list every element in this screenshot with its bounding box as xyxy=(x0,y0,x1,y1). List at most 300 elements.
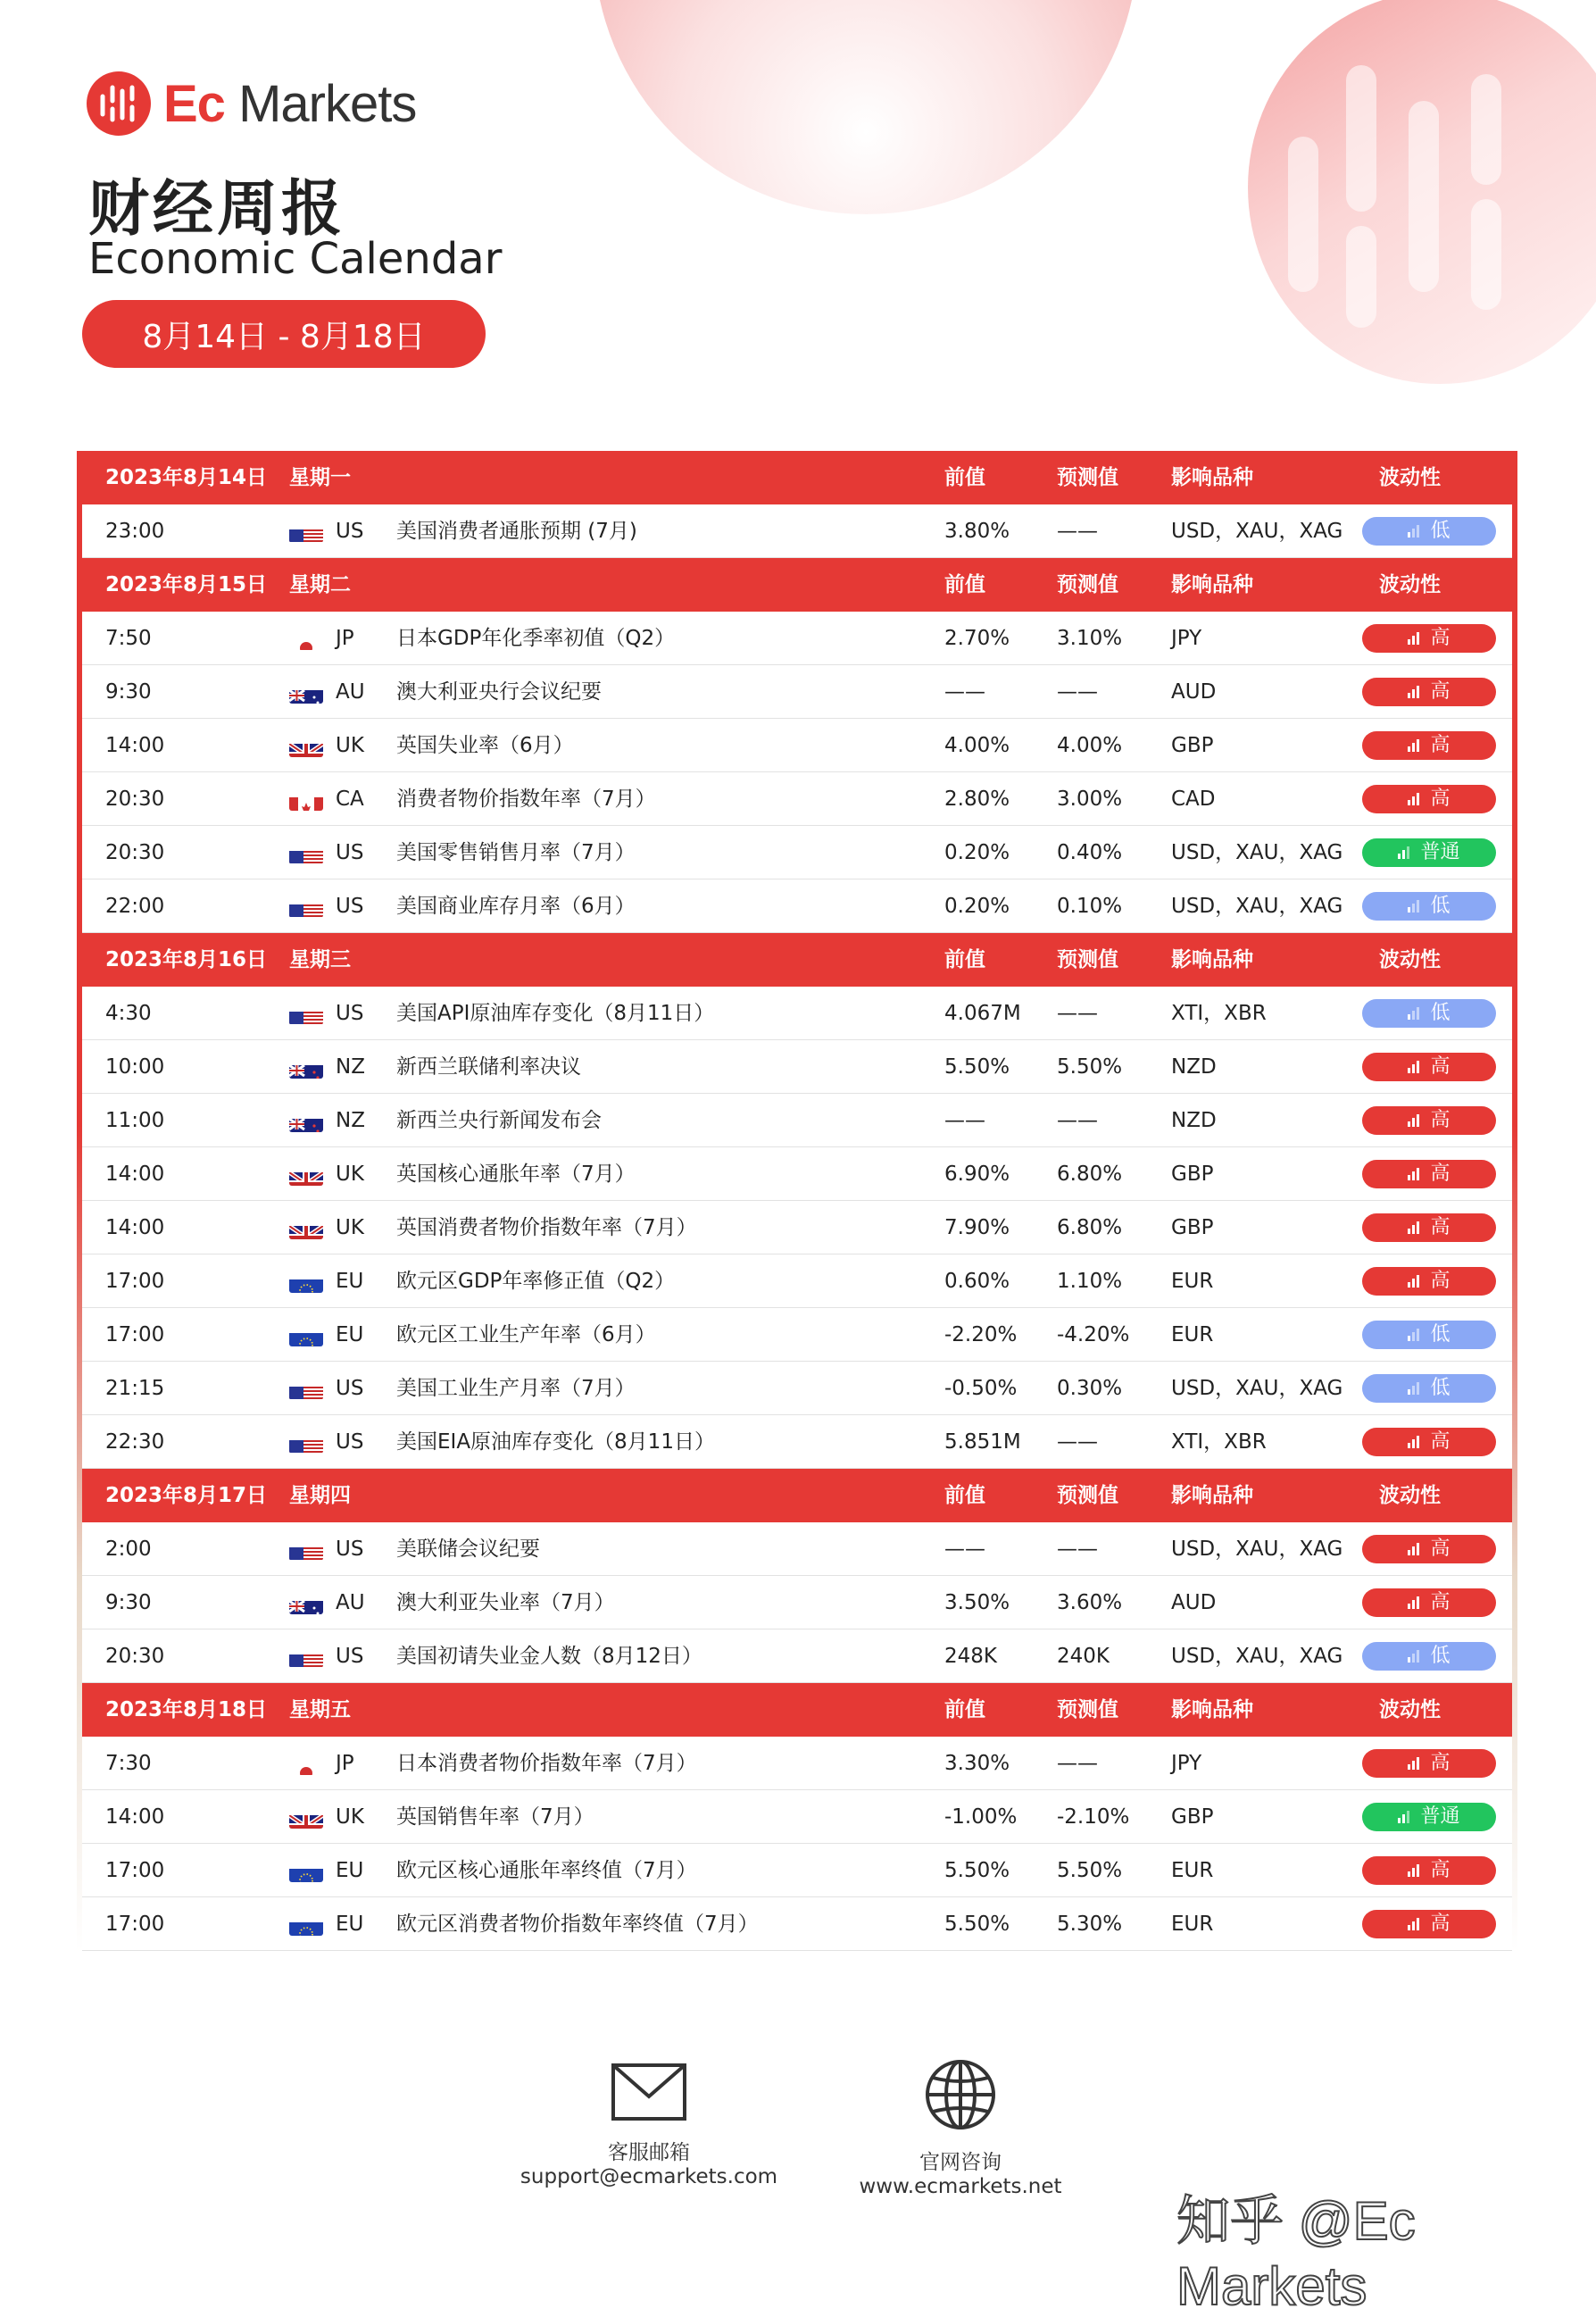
ec-logo-icon xyxy=(87,71,151,136)
signal-bars-icon xyxy=(1408,739,1421,752)
volatility-label: 高 xyxy=(1430,1109,1451,1131)
country-code: US xyxy=(336,1538,364,1561)
event-time: 14:00 xyxy=(105,734,165,757)
day-date: 2023年8月17日 xyxy=(105,1484,268,1507)
event-affected: AUD xyxy=(1171,1591,1217,1614)
event-name: 欧元区核心通胀年率终值（7月） xyxy=(396,1859,697,1882)
signal-bars-icon xyxy=(1408,1168,1421,1180)
event-forecast: —— xyxy=(1057,680,1098,704)
event-forecast: 1.10% xyxy=(1057,1270,1123,1293)
event-row[interactable] xyxy=(82,1308,1512,1362)
event-name: 澳大利亚央行会议纪要 xyxy=(396,680,602,704)
signal-bars-icon xyxy=(1408,1864,1421,1877)
event-affected: EUR xyxy=(1171,1913,1214,1936)
col-prev-header: 前值 xyxy=(944,948,985,971)
event-name: 日本GDP年化季率初值（Q2） xyxy=(396,627,676,650)
flag-nz-icon xyxy=(289,1055,323,1079)
signal-bars-icon xyxy=(1408,1757,1421,1770)
country-code: UK xyxy=(336,1216,364,1239)
event-forecast: —— xyxy=(1057,1430,1098,1454)
flag-us-icon xyxy=(289,1645,323,1668)
volatility-badge xyxy=(1362,678,1496,706)
event-time: 9:30 xyxy=(105,680,152,704)
event-prev: —— xyxy=(944,1538,985,1561)
event-time: 11:00 xyxy=(105,1109,165,1132)
volatility-label: 高 xyxy=(1430,1752,1451,1774)
event-row[interactable] xyxy=(82,1201,1512,1254)
volatility-label: 高 xyxy=(1430,734,1451,756)
signal-bars-icon xyxy=(1398,846,1411,859)
event-prev: 4.00% xyxy=(944,734,1010,757)
volatility-label: 低 xyxy=(1430,1002,1451,1024)
event-time: 9:30 xyxy=(105,1591,152,1614)
event-row[interactable] xyxy=(82,772,1512,826)
volatility-badge xyxy=(1362,1428,1496,1456)
email-address[interactable]: support@ecmarkets.com xyxy=(520,2165,778,2188)
volatility-label: 高 xyxy=(1430,1216,1451,1238)
event-forecast: 240K xyxy=(1057,1645,1110,1668)
event-prev: 5.50% xyxy=(944,1055,1010,1079)
event-row[interactable] xyxy=(82,1790,1512,1844)
event-affected: JPY xyxy=(1171,627,1202,650)
country-code: UK xyxy=(336,1805,364,1829)
event-affected: XTI，XBR xyxy=(1171,1002,1267,1025)
signal-bars-icon xyxy=(1408,1382,1421,1395)
day-weekday: 星期一 xyxy=(289,466,351,489)
page-title-en: Economic Calendar xyxy=(88,234,503,284)
event-affected: GBP xyxy=(1171,1805,1214,1829)
event-row[interactable] xyxy=(82,504,1512,558)
day-header-row xyxy=(82,1683,1512,1737)
event-affected: GBP xyxy=(1171,1163,1214,1186)
event-prev: 6.90% xyxy=(944,1163,1010,1186)
event-affected: EUR xyxy=(1171,1270,1214,1293)
col-prev-header: 前值 xyxy=(944,573,985,596)
col-forecast-header: 预测值 xyxy=(1057,948,1118,971)
day-header-row xyxy=(82,1469,1512,1522)
country-code: CA xyxy=(336,788,364,811)
volatility-label: 高 xyxy=(1430,1591,1451,1613)
flag-uk-icon xyxy=(289,734,323,757)
event-time: 4:30 xyxy=(105,1002,152,1025)
event-time: 20:30 xyxy=(105,1645,165,1668)
signal-bars-icon xyxy=(1408,793,1421,805)
event-name: 美国API原油库存变化（8月11日） xyxy=(396,1002,715,1025)
event-time: 23:00 xyxy=(105,520,165,543)
volatility-badge xyxy=(1362,1053,1496,1081)
event-forecast: 0.40% xyxy=(1057,841,1123,864)
event-prev: 248K xyxy=(944,1645,997,1668)
event-row[interactable] xyxy=(82,1362,1512,1415)
event-name: 英国失业率（6月） xyxy=(396,734,574,757)
signal-bars-icon xyxy=(1408,525,1421,538)
event-name: 欧元区消费者物价指数年率终值（7月） xyxy=(396,1913,759,1936)
event-affected: EUR xyxy=(1171,1859,1214,1882)
brand-name: Ec Markets xyxy=(163,74,417,133)
event-name: 欧元区GDP年率修正值（Q2） xyxy=(396,1270,676,1293)
volatility-badge xyxy=(1362,838,1496,867)
country-code: NZ xyxy=(336,1055,365,1079)
footer-email[interactable] xyxy=(520,2063,778,2188)
day-weekday: 星期五 xyxy=(289,1698,351,1721)
flag-us-icon xyxy=(289,841,323,864)
event-time: 20:30 xyxy=(105,788,165,811)
website-url[interactable]: www.ecmarkets.net xyxy=(859,2175,1062,2198)
col-affected-header: 影响品种 xyxy=(1171,573,1253,596)
signal-bars-icon xyxy=(1408,686,1421,698)
volatility-label: 高 xyxy=(1430,1859,1451,1881)
volatility-label: 高 xyxy=(1430,1538,1451,1560)
event-row[interactable] xyxy=(82,719,1512,772)
event-forecast: 6.80% xyxy=(1057,1216,1123,1239)
event-affected: USD，XAU，XAG xyxy=(1171,520,1343,543)
event-prev: 0.20% xyxy=(944,895,1010,918)
event-affected: USD，XAU，XAG xyxy=(1171,1377,1343,1400)
event-prev: —— xyxy=(944,1109,985,1132)
brand-logo xyxy=(87,71,416,136)
event-row[interactable] xyxy=(82,1415,1512,1469)
event-name: 日本消费者物价指数年率（7月） xyxy=(396,1752,697,1775)
website-label: 官网咨询 xyxy=(919,2151,1002,2174)
event-time: 17:00 xyxy=(105,1270,165,1293)
event-name: 英国销售年率（7月） xyxy=(396,1805,594,1829)
event-forecast: 5.30% xyxy=(1057,1913,1123,1936)
event-prev: -0.50% xyxy=(944,1377,1018,1400)
event-prev: 0.60% xyxy=(944,1270,1010,1293)
volatility-label: 高 xyxy=(1430,1163,1451,1185)
event-row[interactable] xyxy=(82,1040,1512,1094)
volatility-badge xyxy=(1362,517,1496,546)
col-prev-header: 前值 xyxy=(944,1698,985,1721)
event-prev: 3.80% xyxy=(944,520,1010,543)
country-code: EU xyxy=(336,1859,364,1882)
volatility-badge xyxy=(1362,892,1496,921)
volatility-badge xyxy=(1362,1642,1496,1671)
economic-calendar-table xyxy=(77,451,1517,1951)
event-affected: NZD xyxy=(1171,1109,1217,1132)
event-row[interactable] xyxy=(82,1737,1512,1790)
signal-bars-icon xyxy=(1408,1007,1421,1020)
volatility-label: 普通 xyxy=(1420,841,1460,863)
event-time: 22:30 xyxy=(105,1430,165,1454)
event-row[interactable] xyxy=(82,1629,1512,1683)
event-affected: XTI，XBR xyxy=(1171,1430,1267,1454)
event-time: 17:00 xyxy=(105,1913,165,1936)
volatility-label: 高 xyxy=(1430,1270,1451,1292)
event-affected: USD，XAU，XAG xyxy=(1171,1645,1343,1668)
col-affected-header: 影响品种 xyxy=(1171,1484,1253,1507)
event-affected: EUR xyxy=(1171,1323,1214,1346)
volatility-label: 高 xyxy=(1430,627,1451,649)
country-code: US xyxy=(336,1430,364,1454)
event-affected: GBP xyxy=(1171,734,1214,757)
event-row[interactable] xyxy=(82,1897,1512,1951)
volatility-label: 高 xyxy=(1430,1913,1451,1935)
country-code: EU xyxy=(336,1913,364,1936)
event-row[interactable] xyxy=(82,987,1512,1040)
volatility-badge xyxy=(1362,785,1496,813)
volatility-badge xyxy=(1362,1374,1496,1403)
event-time: 7:50 xyxy=(105,627,152,650)
event-row[interactable] xyxy=(82,612,1512,665)
event-row[interactable] xyxy=(82,1147,1512,1201)
flag-uk-icon xyxy=(289,1805,323,1829)
event-prev: -2.20% xyxy=(944,1323,1018,1346)
signal-bars-icon xyxy=(1408,1221,1421,1234)
flag-eu-icon xyxy=(289,1913,323,1936)
volatility-label: 低 xyxy=(1430,1645,1451,1667)
signal-bars-icon xyxy=(1398,1811,1411,1823)
background-logo-icon xyxy=(1276,63,1535,330)
signal-bars-icon xyxy=(1408,1114,1421,1127)
event-name: 澳大利亚失业率（7月） xyxy=(396,1591,615,1614)
volatility-badge xyxy=(1362,1588,1496,1617)
flag-us-icon xyxy=(289,1377,323,1400)
event-time: 22:00 xyxy=(105,895,165,918)
day-weekday: 星期三 xyxy=(289,948,351,971)
event-prev: 5.851M xyxy=(944,1430,1021,1454)
volatility-badge xyxy=(1362,731,1496,760)
event-row[interactable] xyxy=(82,826,1512,879)
col-volatility-header: 波动性 xyxy=(1379,1484,1441,1507)
signal-bars-icon xyxy=(1408,1061,1421,1073)
volatility-badge xyxy=(1362,1213,1496,1242)
decorative-circle-left xyxy=(594,0,1138,214)
event-name: 美国EIA原油库存变化（8月11日） xyxy=(396,1430,715,1454)
event-time: 17:00 xyxy=(105,1859,165,1882)
signal-bars-icon xyxy=(1408,1650,1421,1663)
event-prev: -1.00% xyxy=(944,1805,1018,1829)
day-date: 2023年8月18日 xyxy=(105,1698,268,1721)
event-row[interactable] xyxy=(82,665,1512,719)
col-prev-header: 前值 xyxy=(944,1484,985,1507)
signal-bars-icon xyxy=(1408,1596,1421,1609)
col-prev-header: 前值 xyxy=(944,466,985,489)
date-range-badge: 8月14日 - 8月18日 xyxy=(82,300,486,368)
day-weekday: 星期四 xyxy=(289,1484,351,1507)
event-name: 英国核心通胀年率（7月） xyxy=(396,1163,636,1186)
event-forecast: 4.00% xyxy=(1057,734,1123,757)
event-prev: —— xyxy=(944,680,985,704)
event-name: 欧元区工业生产年率（6月） xyxy=(396,1323,656,1346)
event-forecast: 5.50% xyxy=(1057,1859,1123,1882)
volatility-badge xyxy=(1362,1106,1496,1135)
event-prev: 3.50% xyxy=(944,1591,1010,1614)
event-prev: 3.30% xyxy=(944,1752,1010,1775)
day-header-row xyxy=(82,558,1512,612)
volatility-label: 高 xyxy=(1430,1430,1451,1453)
event-affected: CAD xyxy=(1171,788,1216,811)
event-prev: 0.20% xyxy=(944,841,1010,864)
event-time: 14:00 xyxy=(105,1216,165,1239)
country-code: US xyxy=(336,841,364,864)
flag-au-icon xyxy=(289,1591,323,1614)
flag-us-icon xyxy=(289,1002,323,1025)
event-affected: NZD xyxy=(1171,1055,1217,1079)
event-forecast: 0.10% xyxy=(1057,895,1123,918)
event-forecast: —— xyxy=(1057,520,1098,543)
country-code: US xyxy=(336,1002,364,1025)
col-forecast-header: 预测值 xyxy=(1057,466,1118,489)
volatility-label: 低 xyxy=(1430,895,1451,917)
footer-website[interactable] xyxy=(844,2058,1076,2198)
event-forecast: —— xyxy=(1057,1538,1098,1561)
volatility-badge xyxy=(1362,624,1496,653)
event-forecast: 6.80% xyxy=(1057,1163,1123,1186)
country-code: AU xyxy=(336,1591,365,1614)
country-code: AU xyxy=(336,680,365,704)
event-forecast: —— xyxy=(1057,1109,1098,1132)
flag-eu-icon xyxy=(289,1270,323,1293)
signal-bars-icon xyxy=(1408,1275,1421,1288)
volatility-label: 普通 xyxy=(1420,1805,1460,1828)
event-time: 14:00 xyxy=(105,1163,165,1186)
event-name: 美国零售销售月率（7月） xyxy=(396,841,636,864)
event-forecast: 3.10% xyxy=(1057,627,1123,650)
flag-jp-icon xyxy=(289,1752,323,1775)
event-name: 英国消费者物价指数年率（7月） xyxy=(396,1216,697,1239)
event-time: 17:00 xyxy=(105,1323,165,1346)
event-affected: GBP xyxy=(1171,1216,1214,1239)
event-name: 新西兰联储利率决议 xyxy=(396,1055,581,1079)
event-forecast: 0.30% xyxy=(1057,1377,1123,1400)
event-time: 21:15 xyxy=(105,1377,165,1400)
event-affected: AUD xyxy=(1171,680,1217,704)
country-code: JP xyxy=(336,627,354,650)
country-code: EU xyxy=(336,1270,364,1293)
signal-bars-icon xyxy=(1408,1543,1421,1555)
flag-eu-icon xyxy=(289,1323,323,1346)
flag-us-icon xyxy=(289,895,323,918)
event-prev: 7.90% xyxy=(944,1216,1010,1239)
event-name: 美国工业生产月率（7月） xyxy=(396,1377,636,1400)
zhihu-watermark: 知乎 @Ec Markets xyxy=(1176,2191,1416,2316)
event-forecast: 3.60% xyxy=(1057,1591,1123,1614)
event-row[interactable] xyxy=(82,879,1512,933)
volatility-label: 高 xyxy=(1430,680,1451,703)
signal-bars-icon xyxy=(1408,632,1421,645)
volatility-label: 高 xyxy=(1430,788,1451,810)
flag-ca-icon xyxy=(289,788,323,811)
country-code: UK xyxy=(336,1163,364,1186)
volatility-badge xyxy=(1362,1856,1496,1885)
country-code: US xyxy=(336,1645,364,1668)
event-time: 2:00 xyxy=(105,1538,152,1561)
event-forecast: -2.10% xyxy=(1057,1805,1130,1829)
flag-eu-icon xyxy=(289,1859,323,1882)
event-prev: 2.80% xyxy=(944,788,1010,811)
country-code: NZ xyxy=(336,1109,365,1132)
col-affected-header: 影响品种 xyxy=(1171,466,1253,489)
volatility-badge xyxy=(1362,1267,1496,1296)
signal-bars-icon xyxy=(1408,900,1421,913)
country-code: UK xyxy=(336,734,364,757)
event-name: 美国消费者通胀预期 (7月) xyxy=(396,520,637,543)
event-row[interactable] xyxy=(82,1522,1512,1576)
event-name: 美联储会议纪要 xyxy=(396,1538,540,1561)
volatility-badge xyxy=(1362,1803,1496,1831)
volatility-badge xyxy=(1362,1535,1496,1563)
email-label: 客服邮箱 xyxy=(608,2141,690,2164)
flag-au-icon xyxy=(289,680,323,704)
event-prev: 2.70% xyxy=(944,627,1010,650)
event-prev: 4.067M xyxy=(944,1002,1021,1025)
event-row[interactable] xyxy=(82,1254,1512,1308)
day-date: 2023年8月15日 xyxy=(105,573,268,596)
event-row[interactable] xyxy=(82,1094,1512,1147)
volatility-label: 低 xyxy=(1430,1377,1451,1399)
page-title-cn: 财经周报 xyxy=(88,174,346,245)
signal-bars-icon xyxy=(1408,1436,1421,1448)
volatility-badge xyxy=(1362,999,1496,1028)
event-name: 新西兰央行新闻发布会 xyxy=(396,1109,602,1132)
globe-icon xyxy=(924,2058,997,2131)
event-affected: USD，XAU，XAG xyxy=(1171,1538,1343,1561)
event-prev: 5.50% xyxy=(944,1913,1010,1936)
event-time: 7:30 xyxy=(105,1752,152,1775)
volatility-label: 低 xyxy=(1430,1323,1451,1346)
event-name: 消费者物价指数年率（7月） xyxy=(396,788,656,811)
flag-us-icon xyxy=(289,520,323,543)
event-time: 20:30 xyxy=(105,841,165,864)
event-row[interactable] xyxy=(82,1576,1512,1629)
event-forecast: —— xyxy=(1057,1752,1098,1775)
volatility-badge xyxy=(1362,1321,1496,1349)
country-code: US xyxy=(336,895,364,918)
col-volatility-header: 波动性 xyxy=(1379,1698,1441,1721)
day-header-row xyxy=(82,451,1512,504)
col-forecast-header: 预测值 xyxy=(1057,573,1118,596)
volatility-label: 高 xyxy=(1430,1055,1451,1078)
col-forecast-header: 预测值 xyxy=(1057,1484,1118,1507)
country-code: US xyxy=(336,520,364,543)
volatility-badge xyxy=(1362,1160,1496,1188)
col-forecast-header: 预测值 xyxy=(1057,1698,1118,1721)
event-name: 美国商业库存月率（6月） xyxy=(396,895,636,918)
day-weekday: 星期二 xyxy=(289,573,351,596)
envelope-icon xyxy=(611,2063,687,2121)
signal-bars-icon xyxy=(1408,1918,1421,1930)
event-prev: 5.50% xyxy=(944,1859,1010,1882)
country-code: US xyxy=(336,1377,364,1400)
volatility-badge xyxy=(1362,1749,1496,1778)
col-volatility-header: 波动性 xyxy=(1379,573,1441,596)
event-forecast: 5.50% xyxy=(1057,1055,1123,1079)
event-name: 美国初请失业金人数（8月12日） xyxy=(396,1645,702,1668)
event-affected: JPY xyxy=(1171,1752,1202,1775)
event-forecast: —— xyxy=(1057,1002,1098,1025)
col-affected-header: 影响品种 xyxy=(1171,1698,1253,1721)
event-affected: USD，XAU，XAG xyxy=(1171,895,1343,918)
signal-bars-icon xyxy=(1408,1329,1421,1341)
flag-nz-icon xyxy=(289,1109,323,1132)
country-code: EU xyxy=(336,1323,364,1346)
event-forecast: 3.00% xyxy=(1057,788,1123,811)
event-time: 14:00 xyxy=(105,1805,165,1829)
flag-us-icon xyxy=(289,1430,323,1454)
event-time: 10:00 xyxy=(105,1055,165,1079)
event-row[interactable] xyxy=(82,1844,1512,1897)
volatility-label: 低 xyxy=(1430,520,1451,542)
flag-us-icon xyxy=(289,1538,323,1561)
event-affected: USD，XAU，XAG xyxy=(1171,841,1343,864)
day-date: 2023年8月14日 xyxy=(105,466,268,489)
flag-uk-icon xyxy=(289,1216,323,1239)
flag-jp-icon xyxy=(289,627,323,650)
day-date: 2023年8月16日 xyxy=(105,948,268,971)
event-forecast: -4.20% xyxy=(1057,1323,1130,1346)
flag-uk-icon xyxy=(289,1163,323,1186)
